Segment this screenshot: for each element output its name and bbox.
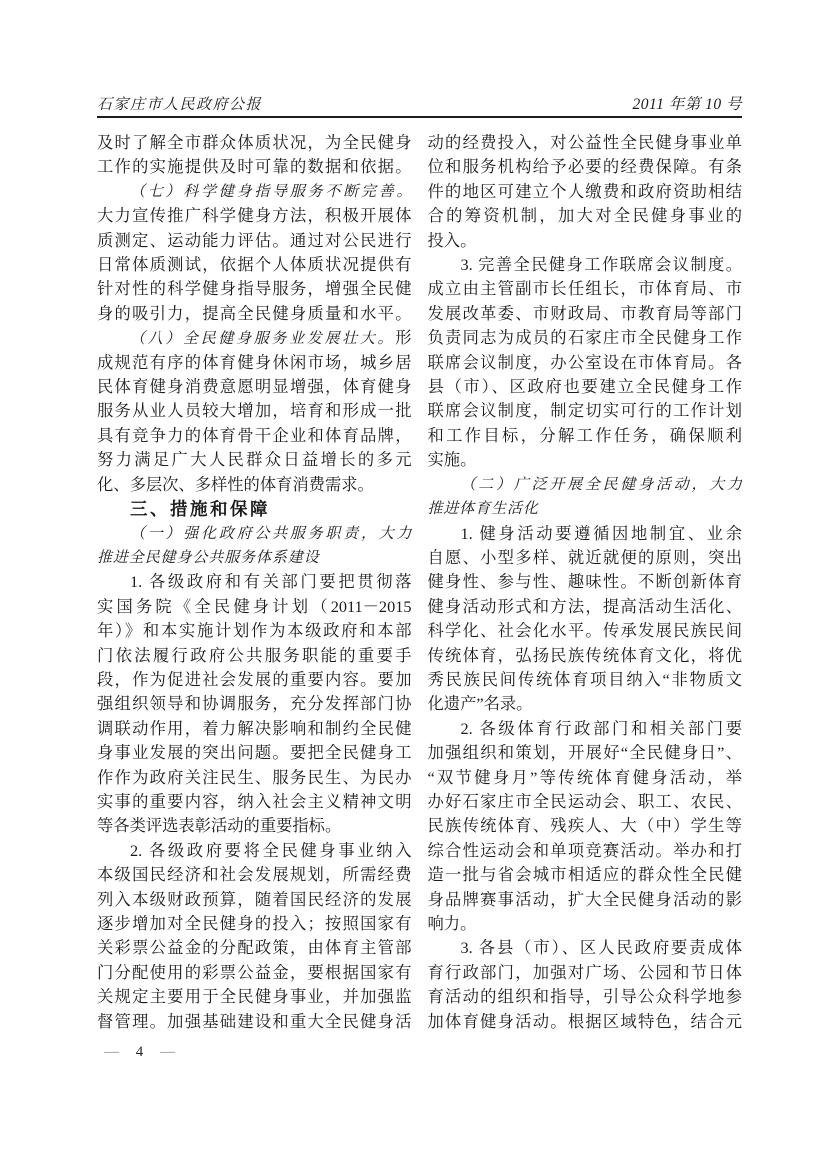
text-line: 列入本级财政预算，随着国民经济的发展 bbox=[97, 889, 412, 909]
left-column bbox=[97, 131, 412, 1034]
text-line: 大力宣传推广科学健身方法，积极开展体 bbox=[97, 206, 412, 226]
text-line: 1. 健身活动要遵循因地制宜、业余 bbox=[460, 523, 742, 543]
text-line: 本级国民经济和社会发展规划，所需经费 bbox=[97, 865, 412, 885]
text-line: 传统体育，弘扬民族传统体育文化，将优 bbox=[427, 645, 742, 665]
text-line: 逐步增加对全民健身的投入；按照国家有 bbox=[97, 914, 412, 933]
page-number-value: 4 bbox=[135, 1044, 145, 1060]
text-line: 推进全民健身公共服务体系建设 bbox=[97, 549, 320, 566]
text-line: 县（市）、区政府也要建立全民健身工作 bbox=[427, 377, 742, 397]
text-line: 秀民族民间传统体育项目纳入“非物质文 bbox=[427, 669, 742, 689]
text-line: （二）广泛开展全民健身活动，大力 bbox=[460, 476, 742, 493]
text-line: 质测定、运动能力评估。通过对公民进行 bbox=[97, 230, 412, 250]
text-line bbox=[97, 326, 412, 350]
heading-segment: （八）全民健身服务业发展壮大。 bbox=[130, 331, 396, 348]
issue-number: 2011 年第 10 号 bbox=[632, 96, 742, 113]
text-line: 3. 各县（市）、区人民政府要责成体 bbox=[460, 938, 742, 958]
text-line: 实施。 bbox=[427, 450, 477, 470]
text-line: 科学化、社会化水平。传承发展民族民间 bbox=[427, 621, 742, 641]
text-line: 年）》和本实施计划作为本级政府和本部 bbox=[97, 621, 412, 641]
text-line: 调联动作用，着力解决影响和制约全民健 bbox=[97, 718, 412, 738]
text-line: 等各类评选表彰活动的重要指标。 bbox=[97, 816, 342, 836]
text-line: 响力。 bbox=[427, 914, 477, 933]
publication-title: 石家庄市人民政府公报 bbox=[97, 97, 263, 113]
text-line: 办好石家庄市全民运动会、职工、农民、 bbox=[427, 791, 742, 811]
text-line: 关彩票公益金的分配政策，由体育主管部 bbox=[97, 938, 412, 958]
text-line: “双节健身月”等传统体育健身活动，举 bbox=[427, 767, 742, 787]
text-line: 成规范有序的体育健身休闲市场，城乡居 bbox=[97, 352, 412, 372]
text-line: 综合性运动会和单项竞赛活动。举办和打 bbox=[427, 840, 742, 860]
text-line: 实国务院《全民健身计划（2011－2015 bbox=[97, 596, 412, 616]
text-line: 服务从业人员较大增加，培育和形成一批 bbox=[97, 401, 412, 421]
text-line: 强组织领导和协调服务，充分发挥部门协 bbox=[97, 694, 412, 714]
page-number-dash-right: — bbox=[160, 1044, 176, 1060]
text-line: 督管理。加强基础建设和重大全民健身活 bbox=[97, 1011, 412, 1031]
text-line: 加体育健身活动。根据区域特色，结合元 bbox=[427, 1011, 742, 1031]
text-line: 位和服务机构给予必要的经费保障。有条 bbox=[427, 157, 742, 177]
text-line: 自愿、小型多样、就近就便的原则，突出 bbox=[427, 547, 742, 567]
text-line: 联席会议制度，办公室设在市体育局。各 bbox=[427, 352, 742, 372]
text-line: （七）科学健身指导服务不断完善。 bbox=[130, 183, 412, 200]
text-line: 实事的重要内容，纳入社会主义精神文明 bbox=[97, 791, 412, 811]
header-rule bbox=[97, 116, 742, 118]
page-number-dash-left: — bbox=[104, 1044, 120, 1060]
text-line: 和工作目标，分解工作任务，确保顺利 bbox=[427, 425, 742, 445]
body-segment: 形 bbox=[395, 328, 412, 348]
text-line: 投入。 bbox=[427, 230, 477, 250]
text-line: 针对性的科学健身指导服务，增强全民健 bbox=[97, 279, 412, 299]
text-line: 化遗产”名录。 bbox=[427, 694, 533, 714]
text-line: 3. 完善全民健身工作联席会议制度。 bbox=[460, 255, 742, 275]
text-line: 负责同志为成员的石家庄市全民健身工作 bbox=[427, 328, 742, 348]
text-line: 及时了解全市群众体质状况，为全民健身 bbox=[97, 133, 412, 152]
text-line: 化、多层次、多样性的体育消费需求。 bbox=[97, 474, 374, 494]
text-line: 身事业发展的突出问题。要把全民健身工 bbox=[97, 743, 412, 763]
text-line: 健身性、参与性、趣味性。不断创新体育 bbox=[427, 572, 742, 592]
text-line: 育行政部门，加强对广场、公园和节日体 bbox=[427, 962, 742, 982]
text-line: 门分配使用的彩票公益金，要根据国家有 bbox=[97, 962, 412, 982]
text-line: 努力满足广大人民群众日益增长的多元 bbox=[97, 450, 412, 470]
text-line: 身的吸引力，提高全民健身质量和水平。 bbox=[97, 303, 412, 323]
text-line: 工作的实施提供及时可靠的数据和依据。 bbox=[97, 157, 412, 177]
text-line: 联席会议制度，制定切实可行的工作计划 bbox=[427, 401, 742, 421]
text-line: 2. 各级体育行政部门和相关部门要 bbox=[460, 718, 742, 738]
text-line: 段，作为促进社会发展的重要内容。要加 bbox=[97, 669, 412, 689]
text-line: 动的经费投入，对公益性全民健身事业单 bbox=[427, 133, 742, 152]
text-columns bbox=[97, 131, 742, 1034]
right-column bbox=[428, 131, 743, 1034]
text-line: 1. 各级政府和有关部门要把贯彻落 bbox=[130, 572, 412, 592]
text-line: 发展改革委、市财政局、市教育局等部门 bbox=[427, 303, 742, 323]
text-line: 具有竞争力的体育骨干企业和体育品牌， bbox=[97, 425, 412, 445]
text-line: 关规定主要用于全民健身事业，并加强监 bbox=[97, 987, 412, 1007]
text-line: 作作为政府关注民生、服务民生、为民办 bbox=[97, 767, 412, 787]
text-line: 民体育健身消费意愿明显增强，体育健身 bbox=[97, 377, 412, 397]
text-line: 推进体育生活化 bbox=[427, 501, 539, 518]
text-line: 造一批与省会城市相适应的群众性全民健 bbox=[427, 865, 742, 885]
text-line: 育活动的组织和指导，引导公众科学地参 bbox=[427, 987, 742, 1007]
text-line: 健身活动形式和方法，提高活动生活化、 bbox=[427, 596, 742, 616]
text-line: （一）强化政府公共服务职责，大力 bbox=[130, 525, 412, 542]
text-line: 合的筹资机制，加大对全民健身事业的 bbox=[427, 206, 742, 226]
page-header bbox=[97, 92, 742, 114]
text-line: 三、措施和保障 bbox=[130, 499, 270, 520]
page-number bbox=[104, 1044, 176, 1061]
text-line: 2. 各级政府要将全民健身事业纳入 bbox=[130, 840, 412, 860]
text-line: 民族传统体育、残疾人、大（中）学生等 bbox=[427, 816, 742, 836]
text-line: 成立由主管副市长任组长，市体育局、市 bbox=[427, 279, 742, 299]
text-line: 加强组织和策划，开展好“全民健身日”、 bbox=[427, 743, 742, 763]
text-line: 日常体质测试，依据个人体质状况提供有 bbox=[97, 255, 412, 275]
text-line: 身品牌赛事活动，扩大全民健身活动的影 bbox=[427, 889, 742, 909]
text-line: 件的地区可建立个人缴费和政府资助相结 bbox=[427, 181, 742, 201]
text-line: 门依法履行政府公共服务职能的重要手 bbox=[97, 645, 412, 665]
